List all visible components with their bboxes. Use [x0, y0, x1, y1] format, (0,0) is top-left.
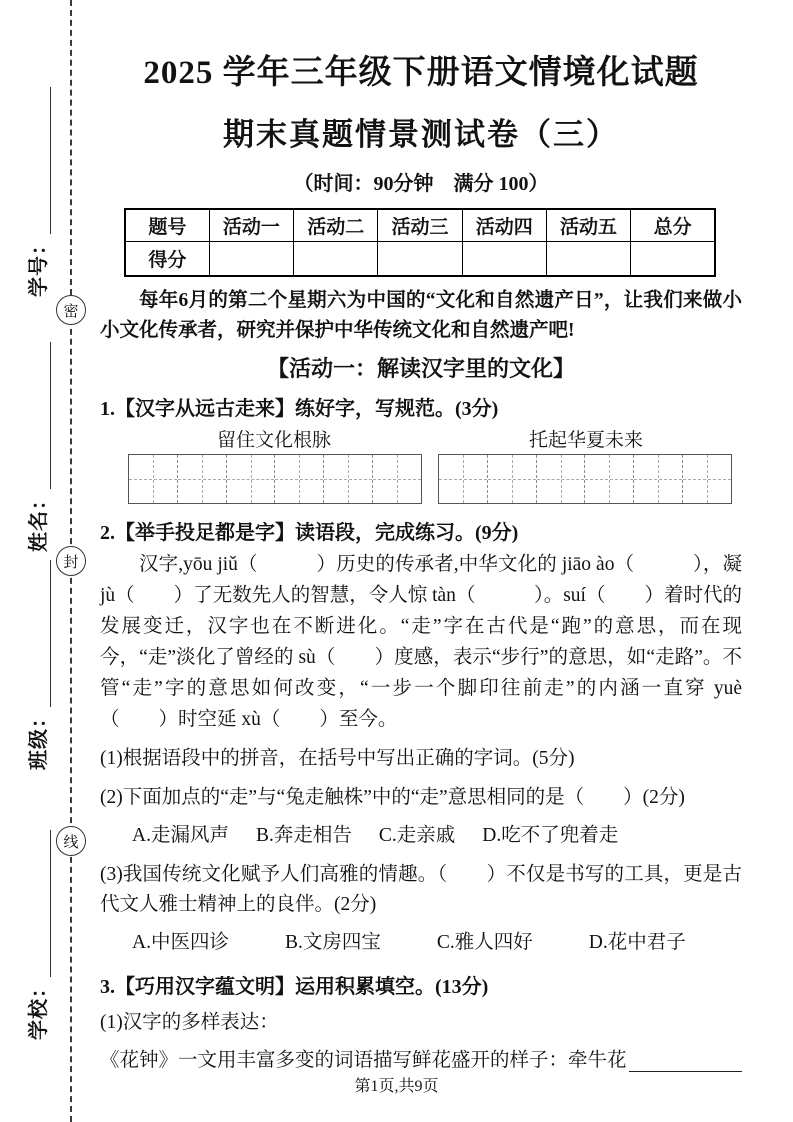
- writing-cell: [178, 455, 227, 503]
- q2-sub3: (3)我国传统文化赋予人们高雅的情趣。（ ）不仅是书写的工具，更是古代文人雅士精神上的良伴。(2分): [100, 864, 742, 915]
- exam-time-score-info: （时间：90分钟 满分 100）: [293, 173, 549, 195]
- writing-cell: [227, 455, 276, 503]
- writing-cell: [129, 455, 178, 503]
- field-name: [25, 342, 51, 552]
- score-cell-empty: [546, 242, 630, 277]
- writing-grid-left: [128, 454, 422, 504]
- option-item-b: B.文房四宝: [284, 932, 381, 953]
- q2-sub3-options: [100, 928, 742, 958]
- writing-cell: [634, 455, 683, 503]
- q3-stem: 3.【巧用汉字蕴文明】运用积累填空。(13分): [100, 976, 489, 998]
- writing-cell: [275, 455, 324, 503]
- field-student-id-blank-line: [34, 87, 51, 234]
- writing-cell: [488, 455, 537, 503]
- score-col-question: 题号: [125, 209, 209, 242]
- q2-passage: 汉字,yōu jiǔ（ ）历史的传承者,中华文化的 jiāo ào（ ），凝 jù（ ）了无数先人的智慧，令人惊 tàn（ ）。suí（ ）着时代的发展变迁，汉字也在不断进化。“走”字在古代是“跑”的意思，而在现今，“走”淡化了曾经的 sù（ ）度感，表示“步行”的意思，如“走路”。不管“走”字的意思如何改变，“一步一个脚印往前走”的内涵一直穿 yuè（ ）时空延 xù（ ）至今。: [100, 554, 742, 730]
- exam-content: [100, 46, 742, 1076]
- score-row-label: 得分: [125, 242, 209, 277]
- writing-grid-right: [438, 454, 732, 504]
- q3-sub1: (1)汉字的多样表达：: [100, 1012, 279, 1033]
- q2-stem: 2.【举手投足都是字】读语段，完成练习。(9分): [100, 522, 519, 544]
- q3-line-text: 《花钟》一文用丰富多变的词语描写鲜花盛开的样子：牵牛花: [100, 1050, 627, 1071]
- field-name-label: 姓名：: [28, 489, 50, 552]
- score-cell-empty: [631, 242, 715, 277]
- field-school-blank-line: [34, 830, 51, 977]
- fill-blank-line: [629, 1046, 742, 1072]
- writing-cell: [683, 455, 731, 503]
- score-col-activity1: 活动一: [209, 209, 293, 242]
- page-footer: 第1页,共9页: [354, 1078, 439, 1095]
- field-class-blank-line: [34, 560, 51, 707]
- intro-paragraph: 每年6月的第二个星期六为中国的“文化和自然遗产日”，让我们来做小小文化传承者，研究并保护中华传统文化和自然遗产吧!: [100, 290, 742, 341]
- field-school: [25, 830, 51, 1040]
- field-school-label: 学校：: [28, 977, 50, 1040]
- activity1-section-title: 【活动一：解读汉字里的文化】: [266, 356, 575, 381]
- writing-cell: [585, 455, 634, 503]
- seal-char-feng: 封: [56, 546, 86, 576]
- field-student-id: [25, 87, 51, 297]
- writing-cell: [439, 455, 488, 503]
- score-col-total: 总分: [631, 209, 715, 242]
- grid-label-right: 托起华夏未来: [528, 430, 643, 451]
- q2-sub1: (1)根据语段中的拼音，在括号中写出正确的字词。(5分): [100, 748, 575, 769]
- option-item-a: A.走漏风声: [132, 825, 229, 846]
- score-cell-empty: [209, 242, 293, 277]
- option-item-d: D.吃不了兜着走: [482, 825, 619, 846]
- field-student-id-label: 学号：: [28, 234, 50, 297]
- option-item-d: D.花中君子: [588, 932, 686, 953]
- score-col-activity5: 活动五: [546, 209, 630, 242]
- option-item-b: B.奔走相告: [255, 825, 352, 846]
- score-cell-empty: [294, 242, 378, 277]
- writing-cell: [537, 455, 586, 503]
- writing-cell: [373, 455, 421, 503]
- q3-fill-line-row: [100, 1046, 742, 1076]
- option-item-c: C.走亲戚: [378, 825, 456, 846]
- writing-grids-row: [100, 454, 742, 504]
- grid-label-left: 留住文化根脉: [216, 430, 331, 451]
- score-cell-empty: [378, 242, 462, 277]
- q2-sub2-options: [100, 821, 742, 851]
- score-col-activity2: 活动二: [294, 209, 378, 242]
- score-table-header-row: [125, 209, 715, 242]
- exam-subtitle: 期末真题情景测试卷（三）: [223, 117, 619, 152]
- field-class-label: 班级：: [28, 707, 50, 770]
- q2-sub2: (2)下面加点的“走”与“兔走触株”中的“走”意思相同的是（ ）(2分): [100, 787, 685, 808]
- seal-char-xian: 线: [56, 826, 86, 856]
- field-name-blank-line: [34, 342, 51, 489]
- score-col-activity3: 活动三: [378, 209, 462, 242]
- option-item-a: A.中医四诊: [132, 932, 229, 953]
- score-col-activity4: 活动四: [462, 209, 546, 242]
- field-class: [25, 560, 51, 770]
- q1-stem: 1.【汉字从远古走来】练好字，写规范。(3分): [100, 398, 499, 420]
- score-cell-empty: [462, 242, 546, 277]
- seal-char-mi: 密: [56, 295, 86, 325]
- score-table-score-row: [125, 242, 715, 277]
- option-item-c: C.雅人四好: [436, 932, 533, 953]
- score-table: [124, 208, 716, 277]
- writing-grid-labels: [100, 425, 742, 452]
- writing-cell: [324, 455, 373, 503]
- exam-title: 2025 学年三年级下册语文情境化试题: [143, 55, 699, 91]
